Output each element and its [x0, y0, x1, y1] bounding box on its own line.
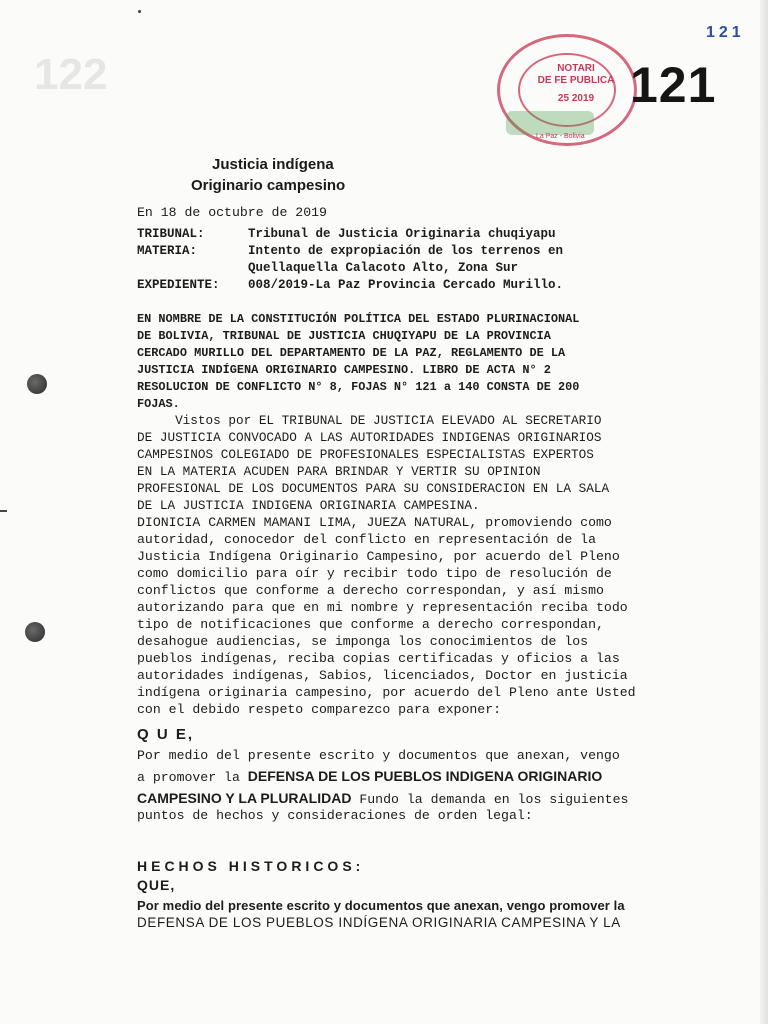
tribunal-label: TRIBUNAL: — [137, 227, 205, 241]
por-medio-line-2-text: a promover la — [137, 770, 248, 785]
por-medio-line-3 — [137, 790, 628, 807]
final-line-1: Por medio del presente escrito y documentos que anexan, vengo promover la — [137, 898, 625, 913]
tribunal-value: Tribunal de Justicia Originaria chuqiyapu — [248, 227, 556, 241]
preamble-line: JUSTICIA INDÍGENA ORIGINARIO CAMPESINO. LIBRO DE ACTA N° 2 — [137, 363, 551, 377]
punch-hole-bottom — [25, 622, 45, 642]
que-heading-2: QUE, — [137, 877, 176, 893]
por-medio-line-4: puntos de hechos y consideraciones de orden legal: — [137, 808, 533, 823]
folio-number: 121 — [630, 57, 717, 113]
stamp-line-4: La Paz - Bolivia — [536, 133, 585, 140]
defensa-emphasis-2: CAMPESINO Y LA PLURALIDAD — [137, 790, 352, 806]
stamp-text — [536, 63, 616, 105]
dionicia-line: indígena originaria campesino, por acuerdo del Pleno ante Usted — [137, 685, 636, 700]
vistos-line: PROFESIONAL DE LOS DOCUMENTOS PARA SU CONSIDERACION EN LA SALA — [137, 481, 610, 496]
preamble-line: EN NOMBRE DE LA CONSTITUCIÓN POLÍTICA DEL ESTADO PLURINACIONAL — [137, 312, 580, 326]
corner-page-number: 121 — [706, 24, 745, 41]
stamp-line-1: NOTARI — [557, 63, 595, 74]
page-edge-shadow — [760, 0, 768, 1024]
dionicia-line: con el debido respeto comparezco para exponer: — [137, 702, 502, 717]
dionicia-line: DIONICIA CARMEN MAMANI LIMA, JUEZA NATURAL, promoviendo como — [137, 515, 612, 530]
que-heading-1: Q U E, — [137, 726, 195, 743]
scan-edge-mark — [0, 510, 7, 512]
scan-speck — [138, 10, 141, 13]
dionicia-line: pueblos indígenas, reciba copias certificadas y oficios a las — [137, 651, 620, 666]
preamble-line: FOJAS. — [137, 397, 180, 411]
dionicia-line: Justicia Indígena Originario Campesino, por acuerdo del Pleno — [137, 549, 620, 564]
materia-value-1: Intento de expropiación de los terrenos en — [248, 244, 564, 258]
vistos-line: CAMPESINOS COLEGIADO DE PROFESIONALES ESPECIALISTAS EXPERTOS — [137, 447, 594, 462]
punch-hole-top — [27, 374, 47, 394]
heading-line-2: Originario campesino — [191, 177, 346, 194]
materia-label: MATERIA: — [137, 244, 198, 258]
date-line: En 18 de octubre de 2019 — [137, 205, 327, 220]
por-medio-line-1: Por medio del presente escrito y documentos que anexan, vengo — [137, 748, 620, 763]
defensa-emphasis-1: DEFENSA DE LOS PUEBLOS INDIGENA ORIGINARIO — [247, 768, 603, 784]
dionicia-line: autorizando para que en mi nombre y representación reciba todo — [137, 600, 628, 615]
hechos-historicos-title: HECHOS HISTORICOS: — [137, 858, 365, 874]
vistos-line: DE JUSTICIA CONVOCADO A LAS AUTORIDADES INDIGENAS ORIGINARIOS — [137, 430, 602, 445]
vistos-line: EN LA MATERIA ACUDEN PARA BRINDAR Y VERTIR SU OPINION — [137, 464, 541, 479]
final-line-2: DEFENSA DE LOS PUEBLOS INDÍGENA ORIGINARIA CAMPESINA Y LA — [137, 915, 621, 930]
dionicia-line: autoridades indígenas, Sabios, licenciados, Doctor en justicia — [137, 668, 628, 683]
preamble-line: DE BOLIVIA, TRIBUNAL DE JUSTICIA CHUQIYAPU DE LA PROVINCIA — [137, 329, 551, 343]
stamp-green-mark — [506, 111, 594, 135]
expediente-value: 008/2019-La Paz Provincia Cercado Murillo. — [248, 278, 564, 292]
dionicia-line: conflictos que conforme a derecho correspondan, y así mismo — [137, 583, 604, 598]
por-medio-line-2 — [137, 768, 602, 785]
heading-line-1: Justicia indígena — [212, 156, 334, 173]
dionicia-line: como domicilio para oír y recibir todo tipo de resolución de — [137, 566, 612, 581]
vistos-line: DE LA JUSTICIA INDIGENA ORIGINARIA CAMPESINA. — [137, 498, 480, 513]
ghost-page-number: 122 — [34, 50, 108, 99]
vistos-line: Vistos por EL TRIBUNAL DE JUSTICIA ELEVADO AL SECRETARIO — [137, 413, 602, 428]
materia-value-2: Quellaquella Calacoto Alto, Zona Sur — [248, 261, 519, 275]
expediente-label: EXPEDIENTE: — [137, 278, 220, 292]
por-medio-line-3-text: Fundo la demanda en los siguientes — [351, 792, 629, 807]
dionicia-line: tipo de notificaciones que conforme a derecho correspondan, — [137, 617, 604, 632]
dionicia-line: desahogue audiencias, se imponga los conocimientos de los — [137, 634, 589, 649]
notary-stamp — [497, 34, 637, 146]
stamp-line-2: DE FE PUBLICA — [537, 75, 615, 86]
stamp-line-3: 25 2019 — [557, 93, 595, 104]
dionicia-line: autoridad, conocedor del conflicto en representación de la — [137, 532, 596, 547]
preamble-line: RESOLUCION DE CONFLICTO N° 8, FOJAS N° 121 a 140 CONSTA DE 200 — [137, 380, 580, 394]
preamble-line: CERCADO MURILLO DEL DEPARTAMENTO DE LA PAZ, REGLAMENTO DE LA — [137, 346, 566, 360]
